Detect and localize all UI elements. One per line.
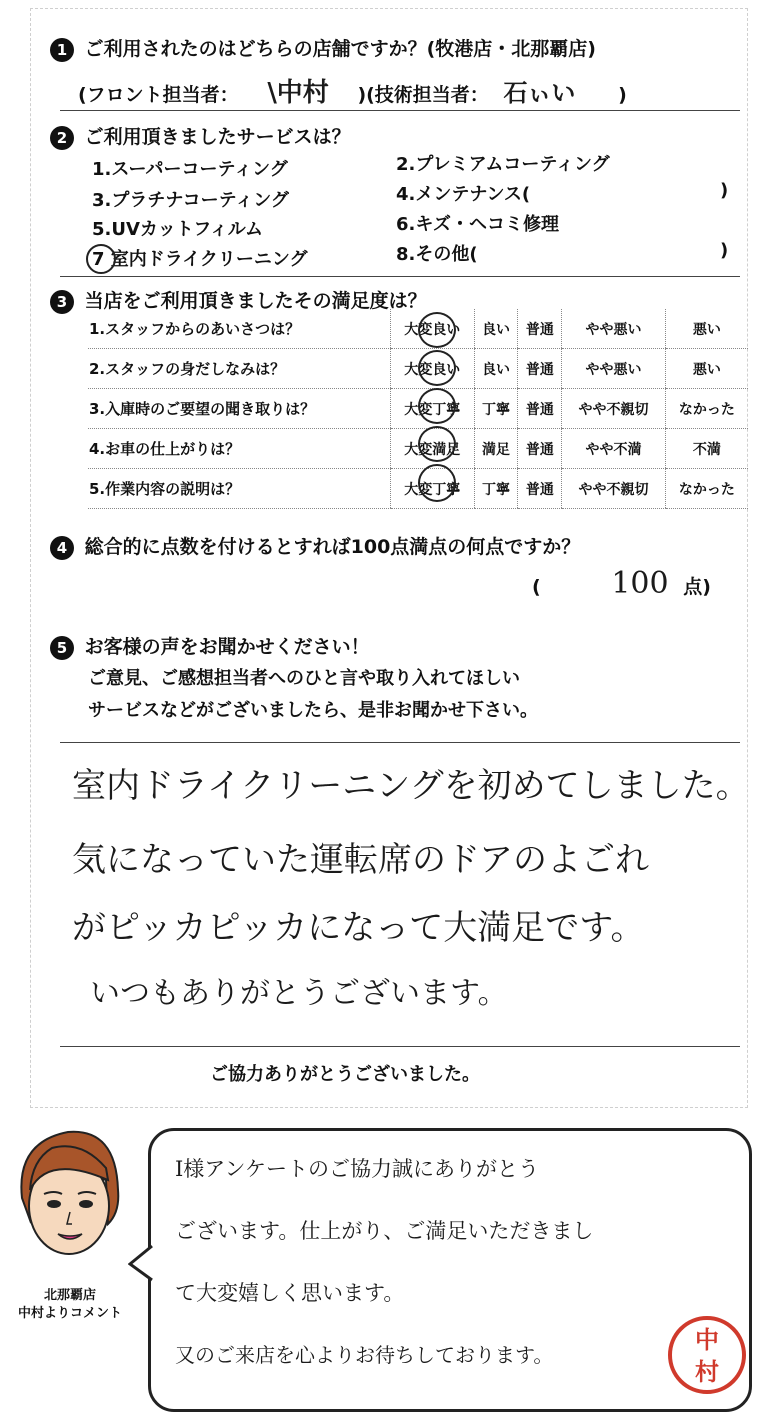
selection-circle <box>418 464 456 502</box>
option-cell: 大変満足 <box>391 429 475 469</box>
option-cell: 不満 <box>665 429 748 469</box>
option-cell: 大変丁寧 <box>391 389 475 429</box>
option-cell: 良い <box>474 349 518 389</box>
option-cell: 普通 <box>518 469 562 509</box>
selection-circle <box>418 426 456 462</box>
name-stamp <box>668 1316 746 1394</box>
service-option-selected: 7 室内ドライクリーニング <box>92 249 308 270</box>
service-option: 4.メンテナンス( <box>396 184 531 205</box>
front-staff-label: (フロント担当者： <box>78 84 239 106</box>
avatar-caption: 中村よりコメント <box>17 1306 122 1321</box>
staff-comment-line: 又のご来店を心よりお待ちしております。 <box>175 1343 554 1367</box>
service-option: 8.その他( <box>396 244 478 265</box>
option-cell: 大変良い <box>391 309 475 349</box>
score-answer <box>532 566 711 601</box>
staff-comment-bubble <box>148 1128 752 1412</box>
divider <box>60 276 740 277</box>
option-cell: 丁寧 <box>474 389 518 429</box>
service-option: 5.UVカットフィルム <box>92 219 264 240</box>
divider <box>60 1046 740 1047</box>
question-5-detail: サービスなどがございましたら、是非お聞かせ下さい。 <box>88 700 538 721</box>
option-cell: 丁寧 <box>474 469 518 509</box>
question-text: 当店をご利用頂きましたその満足度は？ <box>84 290 427 312</box>
service-option: 6.キズ・ヘコミ修理 <box>396 214 560 235</box>
service-option: 3.プラチナコーティング <box>92 190 289 211</box>
question-text: 総合的に点数を付けるとすれば100点満点の何点ですか？ <box>84 536 581 558</box>
stamp-char: 中 <box>695 1326 719 1354</box>
question-number: 2 <box>50 126 74 150</box>
close-paren: ) <box>720 240 729 261</box>
question-number: 4 <box>50 536 74 560</box>
option-cell: やや不親切 <box>562 469 665 509</box>
open-paren: ( <box>532 576 541 598</box>
question-1 <box>50 34 596 62</box>
option-cell: 悪い <box>665 349 748 389</box>
row-label: 1.スタッフからのあいさつは？ <box>88 309 391 349</box>
customer-comment-line: いつもありがとうございます。 <box>90 976 508 1011</box>
option-cell: なかった <box>665 469 748 509</box>
question-1-staff <box>78 72 627 109</box>
service-option: 2.プレミアムコーティング <box>396 154 610 175</box>
score-value: 100 <box>611 566 669 601</box>
close-paren: ) <box>720 180 729 201</box>
bubble-tail <box>128 1244 154 1284</box>
thanks-note: ご協力ありがとうございました。 <box>210 1064 480 1085</box>
question-number: 1 <box>50 38 74 62</box>
front-staff-value: \中村 <box>267 78 329 108</box>
question-2 <box>50 122 351 150</box>
row-label: 2.スタッフの身だしなみは？ <box>88 349 391 389</box>
score-unit: 点) <box>683 576 711 598</box>
divider <box>60 742 740 743</box>
option-cell: 良い <box>474 309 518 349</box>
question-4 <box>50 532 580 560</box>
option-cell: 満足 <box>474 429 518 469</box>
selection-circle <box>86 244 116 274</box>
option-cell: やや悪い <box>562 309 665 349</box>
stamp-char: 村 <box>695 1358 719 1386</box>
close-paren: ) <box>618 84 627 106</box>
option-cell: 悪い <box>665 309 748 349</box>
question-text: ご利用頂きましたサービスは？ <box>84 126 351 148</box>
staff-comment-line: ございます。仕上がり、ご満足いただきまし <box>175 1219 594 1243</box>
customer-comment-line: がピッカピッカになって大満足です。 <box>72 908 645 948</box>
row-label: 4.お車の仕上がりは？ <box>88 429 391 469</box>
selection-circle <box>418 388 456 424</box>
option-cell: やや不満 <box>562 429 665 469</box>
question-5 <box>50 632 370 660</box>
selection-circle <box>418 350 456 386</box>
row-label: 3.入庫時のご要望の聞き取りは？ <box>88 389 391 429</box>
staff-comment-line: I様アンケートのご協力誠にありがとう <box>175 1157 540 1181</box>
question-number: 5 <box>50 636 74 660</box>
option-cell: 普通 <box>518 389 562 429</box>
row-label: 5.作業内容の説明は？ <box>88 469 391 509</box>
option-cell: 普通 <box>518 349 562 389</box>
avatar-caption: 北那覇店 <box>43 1288 96 1303</box>
question-number: 3 <box>50 290 74 314</box>
question-5-detail: ご意見、ご感想担当者へのひと言や取り入れてほしい <box>88 668 520 689</box>
staff-avatar <box>8 1120 130 1270</box>
question-text: ご利用されたのはどちらの店舗ですか？(牧港店・北那覇店) <box>84 38 596 60</box>
question-text: お客様の声をお聞かせください！ <box>84 636 370 658</box>
option-cell: 大変丁寧 <box>391 469 475 509</box>
option-cell: 普通 <box>518 309 562 349</box>
option-cell: 大変良い <box>391 349 475 389</box>
tech-staff-value: 石ぃい <box>503 78 576 107</box>
option-cell: やや悪い <box>562 349 665 389</box>
option-cell: やや不親切 <box>562 389 665 429</box>
option-cell: 普通 <box>518 429 562 469</box>
option-cell: なかった <box>665 389 748 429</box>
staff-comment-line: て大変嬉しく思います。 <box>175 1281 405 1305</box>
tech-staff-label: )(技術担当者： <box>357 84 489 106</box>
service-option: 1.スーパーコーティング <box>92 159 288 180</box>
customer-comment-line: 気になっていた運転席のドアのよごれ <box>72 840 649 880</box>
divider <box>60 110 740 111</box>
customer-comment-line: 室内ドライクリーニングを初めてしました。 <box>72 766 750 806</box>
selection-circle <box>418 312 456 348</box>
